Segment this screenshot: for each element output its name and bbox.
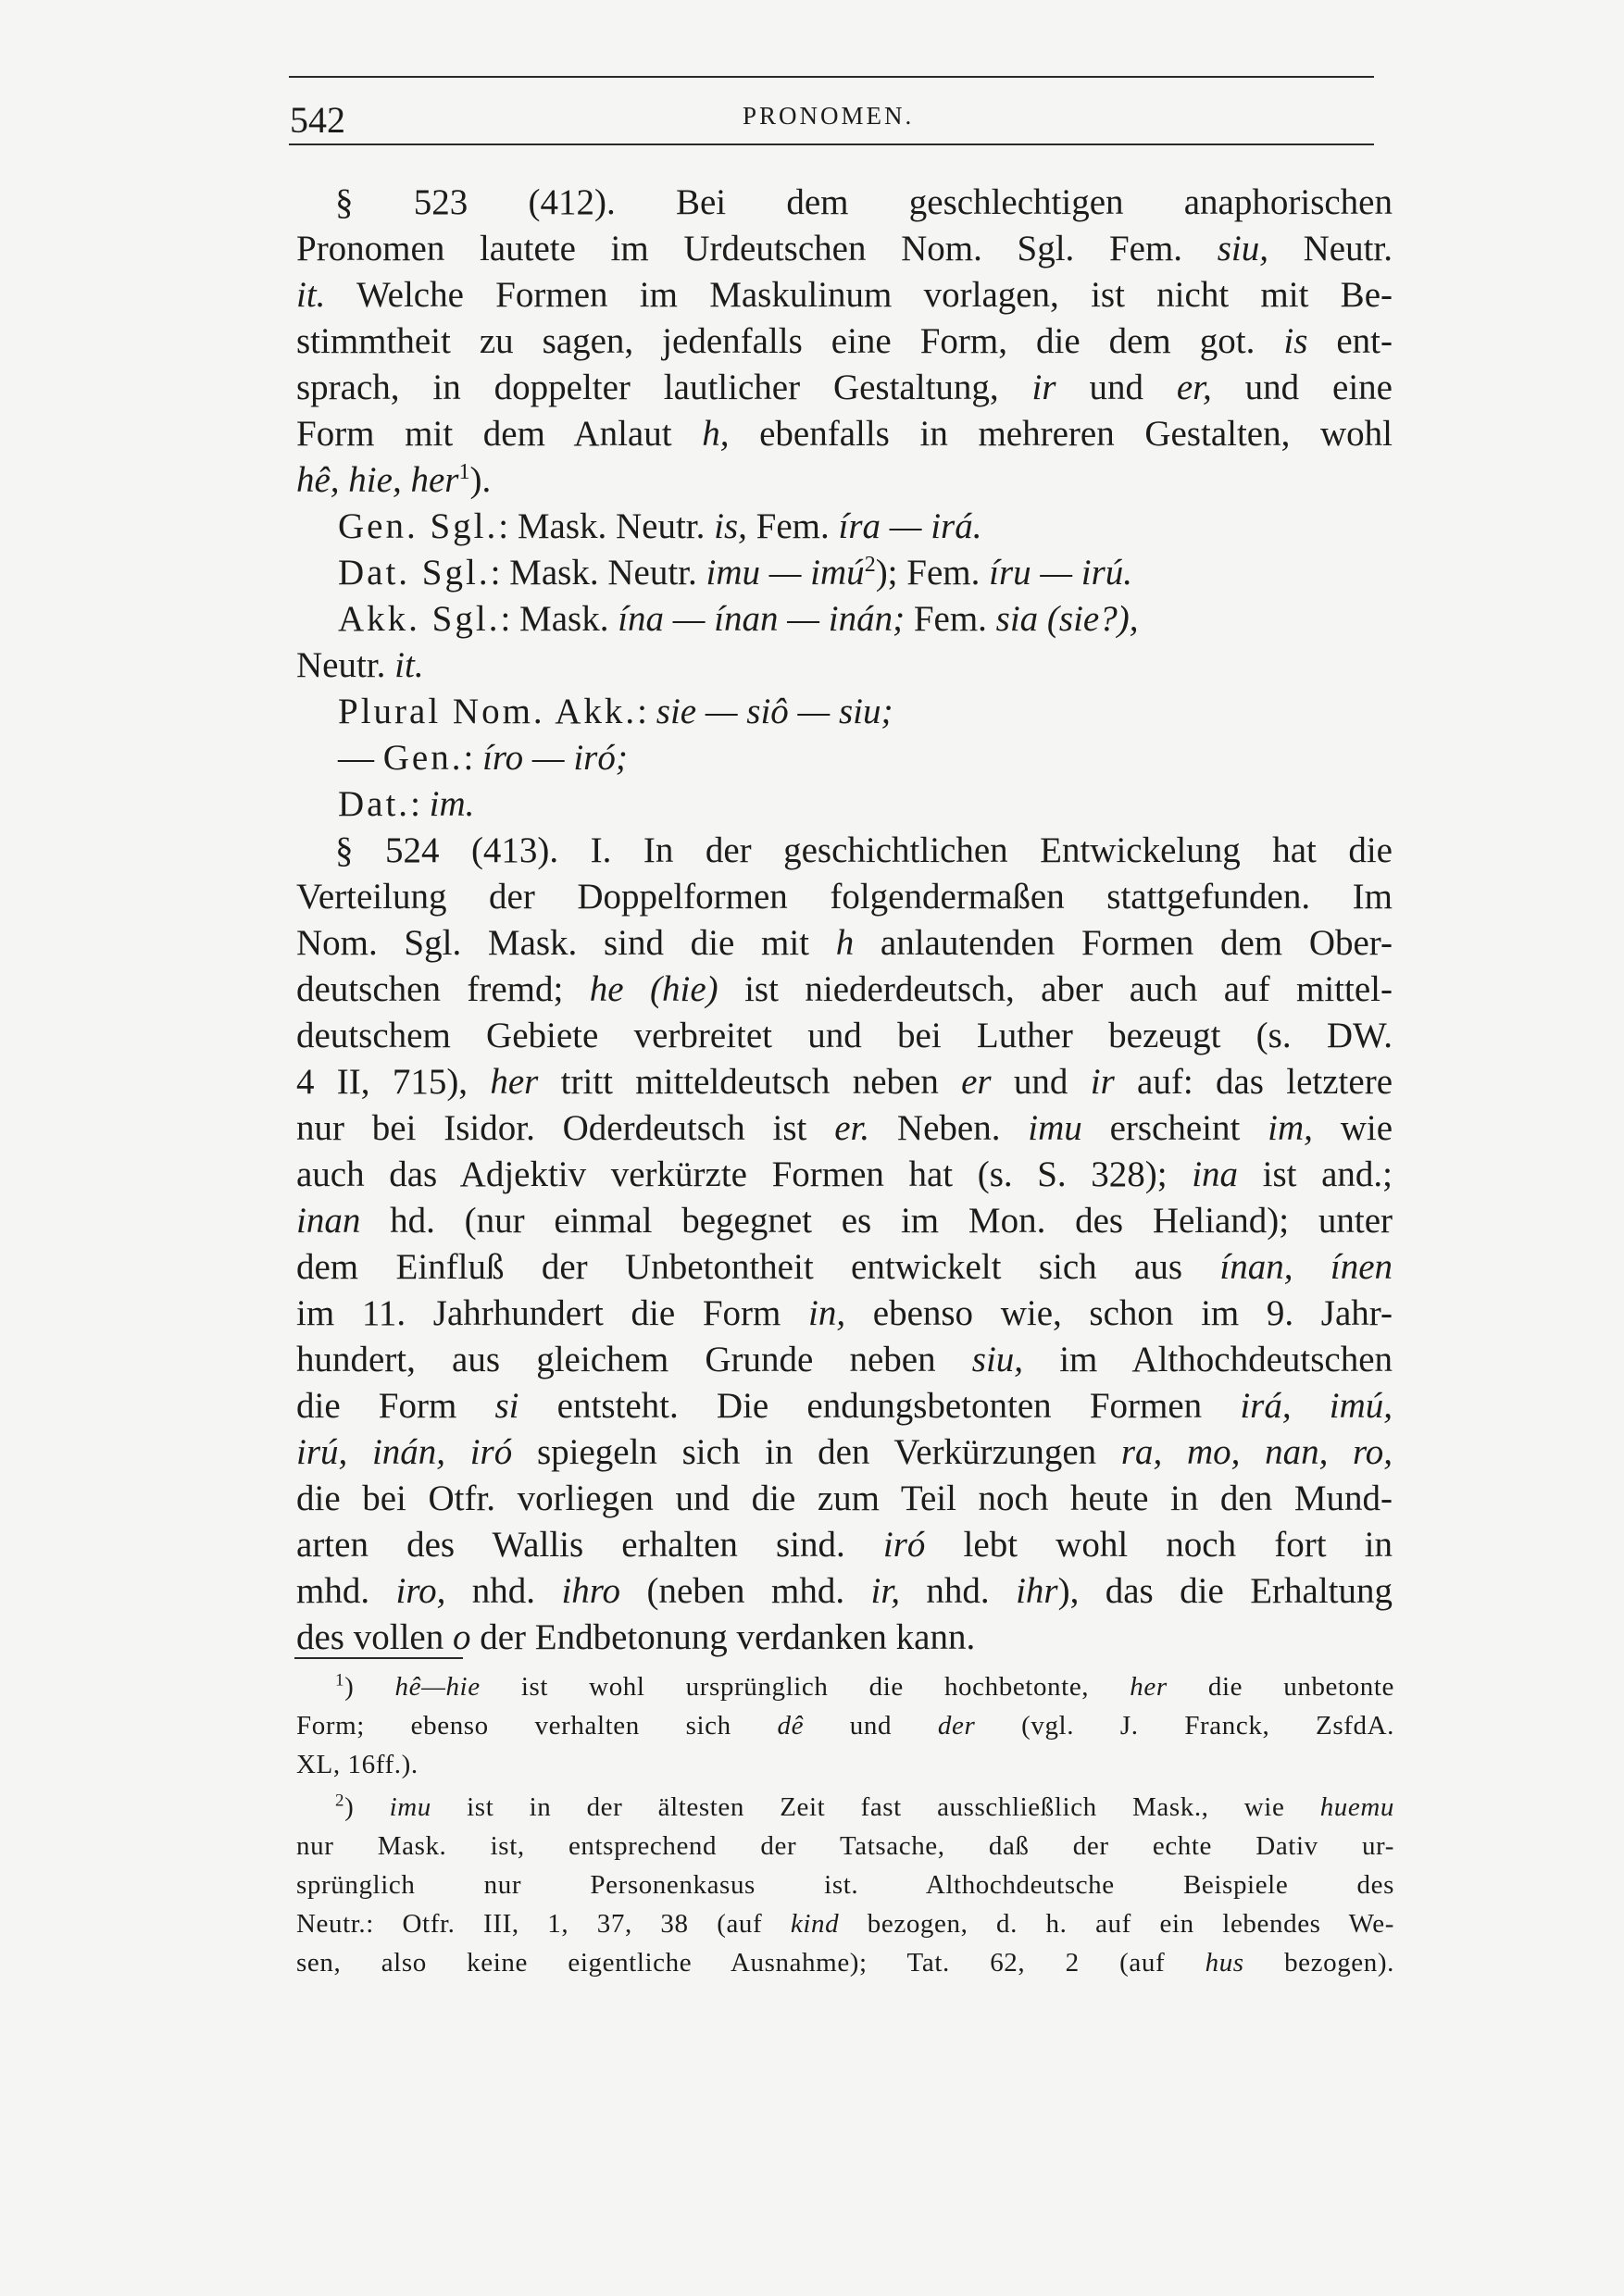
paragraph-524-line: nur bei Isidor. Oderdeutsch ist er. Neben. imu erscheint im, wie — [296, 1108, 1393, 1148]
paradigm-row-plural-nom-akk: Plural Nom. Akk.: sie — siô — siu; — [338, 692, 893, 731]
paragraph-524-line: mhd. iro, nhd. ihro (neben mhd. ir, nhd. ihr), das die Erhaltung — [296, 1571, 1393, 1611]
footnote-2-line: sen, also keine eigentliche Ausnahme); Tat. 62, 2 (auf hus bezogen). — [296, 1948, 1394, 1978]
paragraph-524-line: auch das Adjektiv verkürzte Formen hat (s. S. 328); ina ist and.; — [296, 1154, 1393, 1194]
footnote-1-line: $^1$) hê—hie ist wohl ursprünglich die hochbetonte, her die unbetonte — [335, 1670, 1394, 1702]
paragraph-524-line: des vollen o der Endbetonung verdanken kann. — [296, 1617, 976, 1657]
page-number: 542 — [290, 99, 345, 141]
paragraph-524-line: deutschen fremd; he (hie) ist niederdeutsch, aber auch auf mittel- — [296, 969, 1393, 1009]
running-title: PRONOMEN. — [743, 102, 915, 130]
paragraph-523-line: sprach, in doppelter lautlicher Gestaltung, ir und er, und eine — [296, 368, 1393, 407]
paradigm-row-plural-dat: Dat.: im. — [338, 784, 475, 824]
paragraph-524-line: die Form si entsteht. Die endungsbetonten Formen irá, imú, — [296, 1386, 1393, 1426]
paragraph-523-line: Pronomen lautete im Urdeutschen Nom. Sgl. Fem. siu, Neutr. — [296, 229, 1393, 268]
footnote-ref-1: 1 — [458, 460, 470, 484]
paragraph-523-line: § 523 (412). Bei dem geschlechtigen anaphorischen — [335, 182, 1393, 222]
paragraph-524-line: deutschem Gebiete verbreitet und bei Luther bezeugt (s. DW. — [296, 1016, 1393, 1055]
paragraph-524-line: irú, inán, iró spiegeln sich in den Verkürzungen ra, mo, nan, ro, — [296, 1432, 1393, 1472]
paragraph-524-line: § 524 (413). I. In der geschichtlichen Entwickelung hat die — [335, 830, 1393, 870]
paradigm-row-dat-sgl: Dat. Sgl.: Mask. Neutr. imu — imú$^2$); Fem. íru — irú. — [338, 553, 1133, 593]
header-rule — [289, 144, 1374, 145]
paragraph-524-line: inan hd. (nur einmal begegnet es im Mon. des Heliand); unter — [296, 1201, 1393, 1241]
paradigm-row-plural-gen: — Gen.: íro — iró; — [338, 738, 628, 778]
paradigm-row-akk-sgl: Akk. Sgl.: Mask. ína — ínan — inán; Fem. sia (sie?), — [338, 599, 1139, 639]
paragraph-523-line: Form mit dem Anlaut h, ebenfalls in mehreren Gestalten, wohl — [296, 414, 1393, 454]
paragraph-524-line: arten des Wallis erhalten sind. iró lebt wohl noch fort in — [296, 1525, 1393, 1565]
paragraph-524-line: hundert, aus gleichem Grunde neben siu, im Althochdeutschen — [296, 1340, 1393, 1379]
footnote-separator — [294, 1657, 463, 1659]
paragraph-524-line: die bei Otfr. vorliegen und die zum Teil noch heute in den Mund- — [296, 1479, 1393, 1518]
paragraph-524-line: Nom. Sgl. Mask. sind die mit h anlautenden Formen dem Ober- — [296, 923, 1393, 963]
paradigm-row-gen-sgl: Gen. Sgl.: Mask. Neutr. is, Fem. íra — irá. — [338, 506, 982, 546]
paragraph-523-line: stimmtheit zu sagen, jedenfalls eine Form, die dem got. is ent- — [296, 321, 1393, 361]
paragraph-523-line: it. Welche Formen im Maskulinum vorlagen, ist nicht mit Be- — [296, 275, 1393, 315]
top-rule — [289, 76, 1374, 78]
paragraph-523-line: hê, hie, her$^1$). — [296, 460, 492, 500]
footnote-2-line: Neutr.: Otfr. III, 1, 37, 38 (auf kind bezogen, d. h. auf ein lebendes We- — [296, 1909, 1394, 1939]
footnote-1-line: Form; ebenso verhalten sich dê und der (vgl. J. Franck, ZsfdA. — [296, 1711, 1395, 1741]
footnote-ref-2: 2 — [864, 553, 876, 577]
footnote-2-line: $^2$) imu ist in der ältesten Zeit fast ausschließlich Mask., wie huemu — [335, 1791, 1395, 1822]
paragraph-524-line: 4 II, 715), her tritt mitteldeutsch neben er und ir auf: das letztere — [296, 1062, 1393, 1102]
footnote-1-line: XL, 16ff.). — [296, 1750, 418, 1779]
footnote-2-line: nur Mask. ist, entsprechend der Tatsache, daß der echte Dativ ur- — [296, 1831, 1394, 1861]
paragraph-524-line: Verteilung der Doppelformen folgendermaßen stattgefunden. Im — [296, 877, 1393, 917]
paragraph-524-line: im 11. Jahrhundert die Form in, ebenso wie, schon im 9. Jahr- — [296, 1293, 1393, 1333]
paradigm-row-neutr: Neutr. it. — [296, 645, 424, 685]
footnote-2-line: sprünglich nur Personenkasus ist. Althochdeutsche Beispiele des — [296, 1870, 1394, 1900]
paragraph-524-line: dem Einfluß der Unbetontheit entwickelt sich aus ínan, ínen — [296, 1247, 1393, 1287]
